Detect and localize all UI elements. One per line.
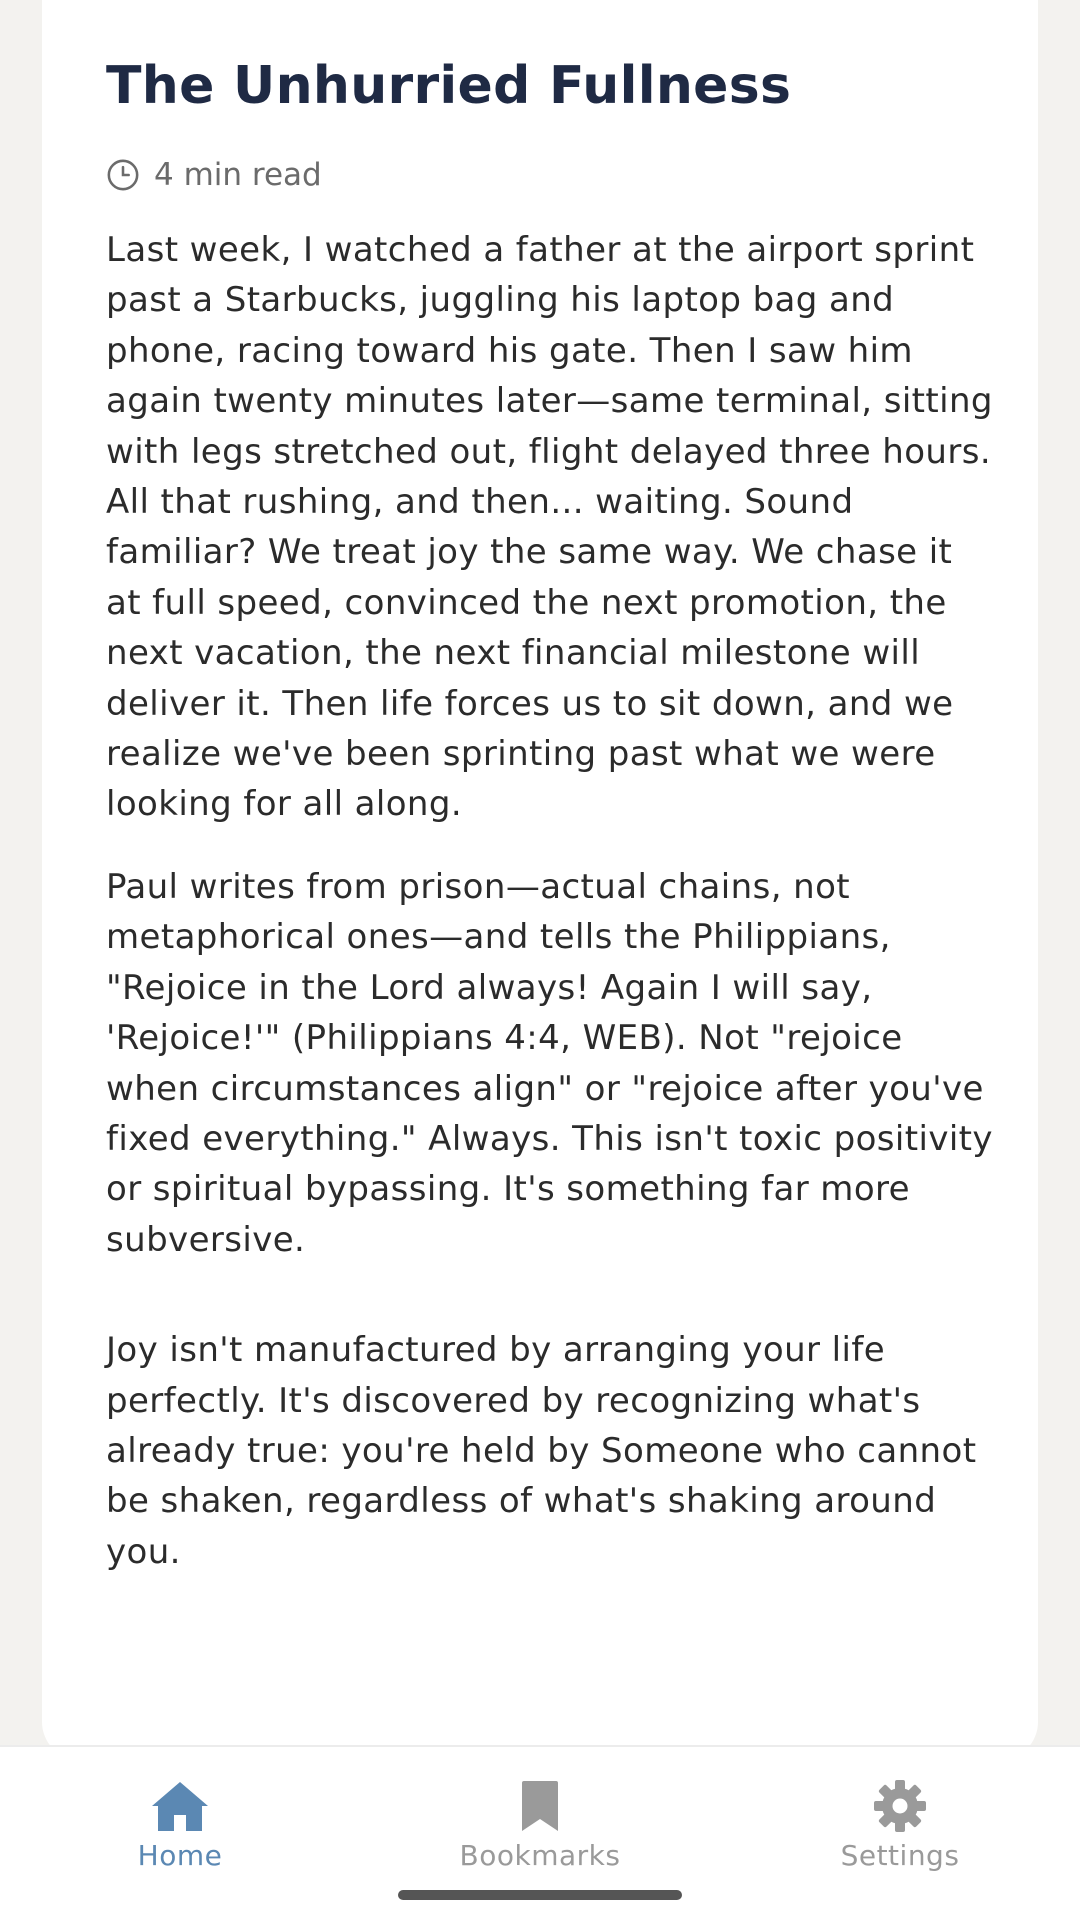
article-paragraph: Paul writes from prison—actual chains, not metaphorical ones—and tells the Philippians, "Rejoice in the Lord always! Again I will say, 'Rejoice!'" (Philippians 4:4, WEB). Not "rejoice when circumstances align" or "rejoice after you've fixed everything." Always. This isn't toxic positivity or spiritual bypassing. It's something far more subversive. [106,866,993,1260]
tab-settings-label: Settings [840,1839,960,1872]
home-indicator[interactable] [398,1890,682,1900]
bookmark-icon [509,1779,571,1833]
read-time: 4 min read [154,157,322,193]
tab-bookmarks-label: Bookmarks [459,1839,621,1872]
read-time-row [106,155,996,195]
gear-icon [869,1779,931,1833]
tab-home[interactable] [70,1779,290,1879]
clock-icon [106,158,140,192]
article-title: The Unhurried Fullness [106,56,792,116]
home-icon [149,1779,211,1833]
article-paragraph: Joy isn't manufactured by arranging your life perfectly. It's discovered by recognizing what's already true: you're held by Someone who cannot be shaken, regardless of what's shaking around you. [106,1330,977,1572]
article-paragraph: Last week, I watched a father at the airport sprint past a Starbucks, juggling his laptop bag and phone, racing toward his gate. Then I saw him again twenty minutes later—same terminal, sitting with legs stretched out, flight delayed three hours. All that rushing, and then... waiting. Sound familiar? We treat joy the same way. We chase it at full speed, convinced the next promotion, the next vacation, the next financial milestone will deliver it. Then life forces us to sit down, and we realize we've been sprinting past what we were looking for all along. [106,230,993,825]
tab-home-label: Home [137,1839,223,1872]
tab-settings[interactable] [790,1779,1010,1879]
article-card [42,0,1038,1760]
article-content [106,55,996,1577]
tab-bookmarks[interactable] [430,1779,650,1879]
